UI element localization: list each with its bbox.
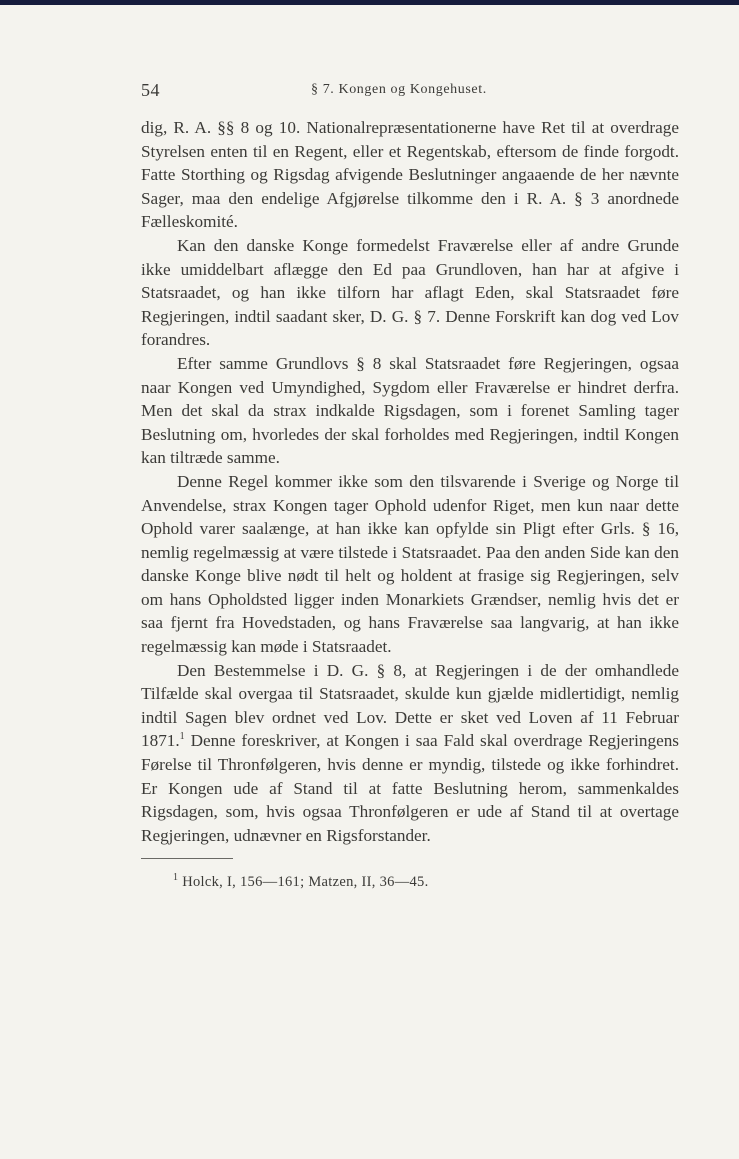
paragraph-continued: dig, R. A. §§ 8 og 10. Nationalrepræsentationerne have Ret til at overdrage Styrelsen enten til en Regent, eller et Regentskab, eftersom de finde forgodt. Fatte Storthing og Rigsdag afvigende Beslutninger angaaende de her nævnte Sager, maa den endelige Afgjørelse tilkomme den i R. A. § 3 anordnede Fælleskomité. [141, 118, 679, 232]
book-page [141, 80, 679, 891]
running-head: § 7. Kongen og Kongehuset. [311, 82, 487, 97]
body-text [141, 116, 679, 847]
paragraph: Denne Regel kommer ikke som den tilsvarende i Sverige og Norge til Anvendelse, strax Kongen tager Ophold udenfor Riget, men kun naar dette Ophold varer saalænge, at han ikke kan opfylde sin Pligt efter Grls. § 16, nemlig regelmæssig at være tilstede i Statsraadet. Paa den anden Side kan den danske Konge blive nødt til helt og holdent at frasige sig Regjeringen, selv om hans Opholdsted ligger inden Monarkiets Grændser, nemlig hvis det er saa fjernt fra Hovedstaden, og hans Fraværelse saa langvarig, at han ikke regelmæssig kan møde i Statsraadet. [141, 471, 679, 657]
paragraph-with-footnote [141, 659, 679, 848]
paragraph: Kan den danske Konge formedelst Fraværelse eller af andre Grunde ikke umiddelbart aflægge den Ed paa Grundloven, han har at afgive i Statsraadet, og han ikke tilforn har aflagt Eden, skal Statsraadet føre Regjeringen, indtil saadant sker, D. G. § 7. Denne Forskrift kan dog ved Lov forandres. [141, 235, 679, 350]
footnote [141, 871, 679, 891]
footnote-marker: 1 [173, 871, 179, 883]
footnote-divider [141, 858, 233, 859]
paragraph-text: Den Bestemmelse i D. G. § 8, at Regjeringen i de der omhandlede Tilfælde skal overgaa til Statsraadet, skulde kun gjælde midlertidigt, nemlig indtil Sagen blev ordnet ved Lov. Dette er sket ved Loven af 11 Februar 1871. [141, 660, 679, 751]
paragraph: Efter samme Grundlovs § 8 skal Statsraadet føre Regjeringen, ogsaa naar Kongen ved Umyndighed, Sygdom eller Fraværelse er hindret derfra. Men det skal da strax indkalde Rigsdagen, som i forenet Samling tager Beslutning om, hvorledes der skal forholdes med Regjeringen, indtil Kongen kan tiltræde samme. [141, 353, 679, 468]
footnote-text: Holck, I, 156—161; Matzen, II, 36—45. [178, 874, 429, 891]
page-number: 54 [141, 80, 160, 100]
paragraph-text: Denne foreskriver, at Kongen i saa Fald skal overdrage Regjeringens Førelse til Thronfølgeren, hvis denne er myndig, tilstede og ikke forhindret. Er Kongen ude af Stand til at fatte Beslutning herom, sammenkaldes Rigsdagen, som, hvis ogsaa Thronfølgeren er ude af Stand til at overtage Regjeringen, udnævner en Rigsforstander. [141, 731, 679, 845]
scan-top-border [0, 0, 739, 5]
footnote-reference: 1 [179, 730, 185, 742]
page-header [141, 80, 679, 104]
